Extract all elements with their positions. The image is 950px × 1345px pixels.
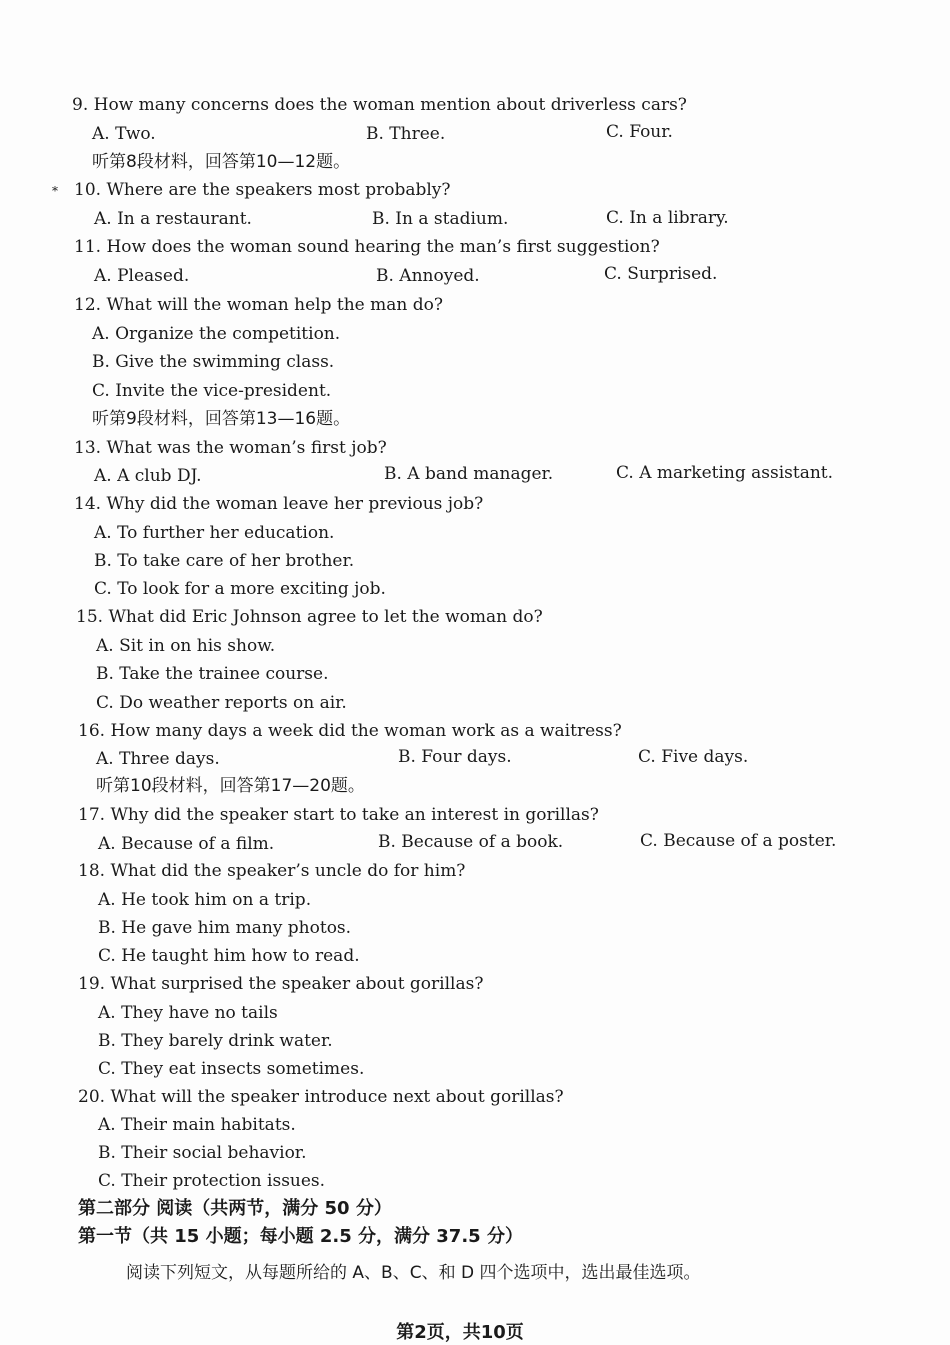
part2-section1-title: 第一节（共 15 小题；每小题 2.5 分，满分 37.5 分） [78,1226,523,1247]
question-19-stem: 19. What surprised the speaker about gorillas? [78,974,484,994]
question-10-option-c: C. In a library. [606,208,729,228]
question-11-option-c: C. Surprised. [604,264,718,284]
part2-title: 第二部分 阅读（共两节，满分 50 分） [78,1198,392,1219]
part2-instruction: 阅读下列短文，从每题所给的 A、B、C、和 D 四个选项中，选出最佳选项。 [126,1263,701,1283]
section-8-header: 听第8段材料，回答第10—12题。 [92,152,351,172]
question-15-option-b: B. Take the trainee course. [96,664,329,684]
question-13-option-a: A. A club DJ. [94,466,202,486]
question-9-option-b: B. Three. [366,124,446,144]
section-9-header: 听第9段材料，回答第13—16题。 [92,409,351,429]
question-20-stem: 20. What will the speaker introduce next about gorillas? [78,1087,564,1107]
section-10-header: 听第10段材料，回答第17—20题。 [96,776,365,796]
question-9-option-a: A. Two. [92,124,156,144]
question-11-option-b: B. Annoyed. [376,266,480,286]
question-14-stem: 14. Why did the woman leave her previous job? [74,494,484,514]
question-18-option-a: A. He took him on a trip. [98,890,312,910]
margin-mark: * [52,184,58,198]
question-13-stem: 13. What was the woman’s first job? [74,438,387,458]
question-20-option-a: A. Their main habitats. [98,1115,296,1135]
question-10-stem: 10. Where are the speakers most probably? [74,180,451,200]
question-12-option-c: C. Invite the vice-president. [92,381,332,401]
question-16-option-b: B. Four days. [398,747,512,767]
question-10-option-a: A. In a restaurant. [94,209,252,229]
question-14-option-b: B. To take care of her brother. [94,551,355,571]
question-15-stem: 15. What did Eric Johnson agree to let the woman do? [76,607,543,627]
question-14-option-c: C. To look for a more exciting job. [94,579,386,599]
question-12-option-b: B. Give the swimming class. [92,352,335,372]
question-16-option-a: A. Three days. [96,749,220,769]
question-20-option-c: C. Their protection issues. [98,1171,326,1191]
question-16-option-c: C. Five days. [638,747,749,767]
question-18-option-c: C. He taught him how to read. [98,946,360,966]
question-11-option-a: A. Pleased. [94,266,190,286]
question-17-option-c: C. Because of a poster. [640,831,837,851]
question-16-stem: 16. How many days a week did the woman work as a waitress? [78,721,622,741]
question-14-option-a: A. To further her education. [94,523,335,543]
question-13-option-b: B. A band manager. [384,464,554,484]
question-18-option-b: B. He gave him many photos. [98,918,352,938]
question-13-option-c: C. A marketing assistant. [616,463,834,483]
question-9-stem: 9. How many concerns does the woman mention about driverless cars? [72,95,687,115]
question-20-option-b: B. Their social behavior. [98,1143,307,1163]
question-19-option-c: C. They eat insects sometimes. [98,1059,365,1079]
question-15-option-a: A. Sit in on his show. [96,636,276,656]
question-10-option-b: B. In a stadium. [372,209,509,229]
question-17-option-b: B. Because of a book. [378,832,564,852]
question-17-stem: 17. Why did the speaker start to take an interest in gorillas? [78,805,599,825]
question-12-stem: 12. What will the woman help the man do? [74,295,443,315]
page-footer: 第2页，共10页 [396,1322,524,1343]
question-9-option-c: C. Four. [606,122,673,142]
question-15-option-c: C. Do weather reports on air. [96,693,347,713]
question-17-option-a: A. Because of a film. [98,834,275,854]
question-19-option-a: A. They have no tails [98,1003,278,1023]
question-19-option-b: B. They barely drink water. [98,1031,333,1051]
question-12-option-a: A. Organize the competition. [92,324,341,344]
question-11-stem: 11. How does the woman sound hearing the man’s first suggestion? [74,237,660,257]
question-18-stem: 18. What did the speaker’s uncle do for him? [78,861,466,881]
